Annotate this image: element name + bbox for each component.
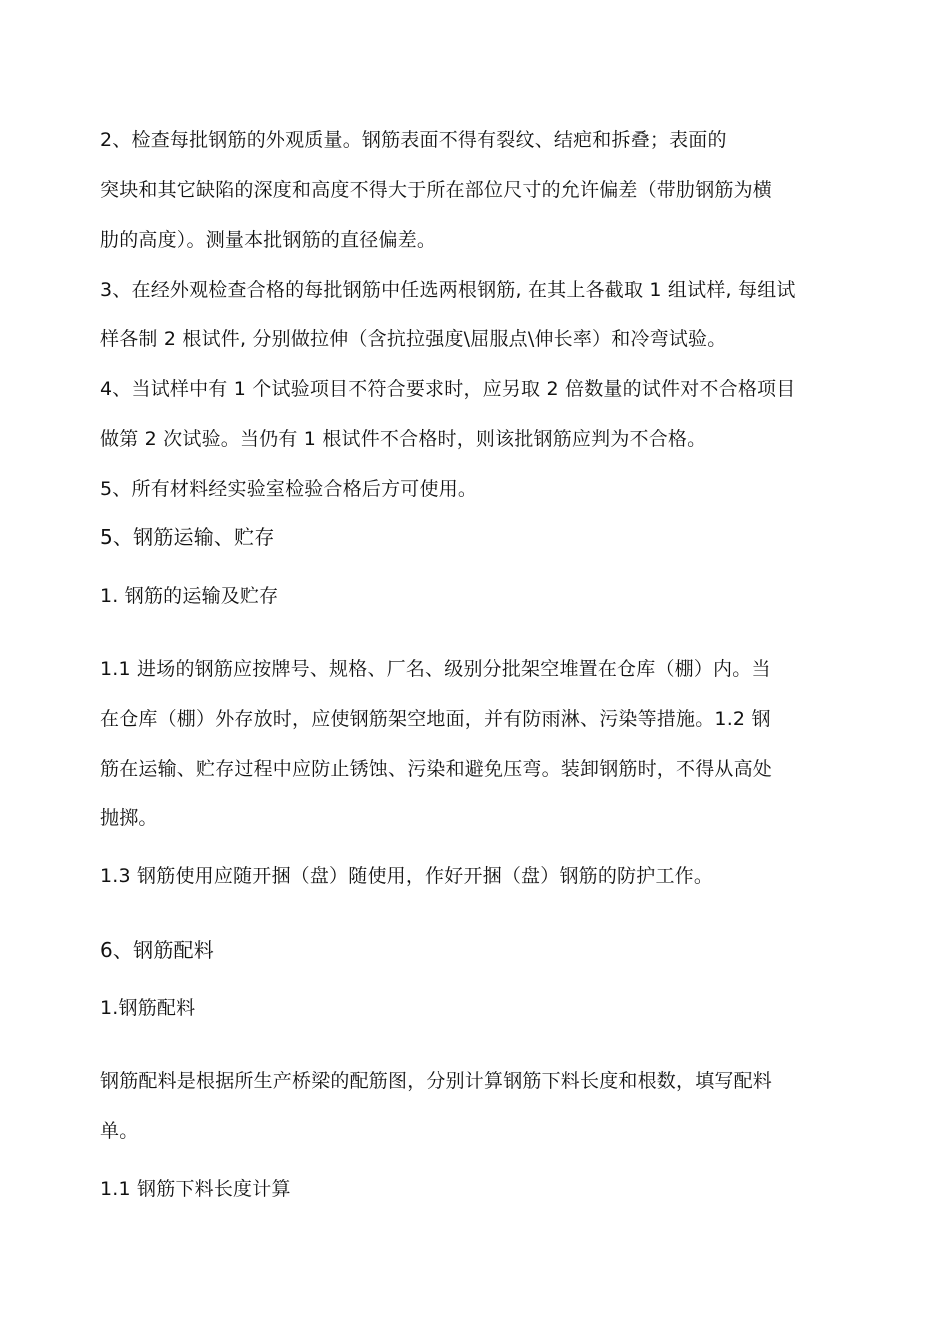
paragraph-line: 5、所有材料经实验室检验合格后方可使用。: [100, 478, 478, 500]
paragraph-line: 筋在运输、贮存过程中应防止锈蚀、污染和避免压弯。装卸钢筋时，不得从高处: [100, 758, 773, 780]
paragraph-line: 样各制 2 根试件, 分别做拉伸（含抗拉强度\屈服点\伸长率）和冷弯试验。: [100, 328, 727, 350]
subsection-heading: 1. 钢筋的运输及贮存: [100, 585, 279, 607]
paragraph-line: 肋的高度）。测量本批钢筋的直径偏差。: [100, 229, 437, 251]
section-heading: 6、钢筋配料: [100, 938, 214, 962]
paragraph-line: 钢筋配料是根据所生产桥梁的配筋图，分别计算钢筋下料长度和根数，填写配料: [100, 1070, 773, 1092]
subsection-heading: 1.1 钢筋下料长度计算: [100, 1178, 291, 1200]
section-heading: 5、钢筋运输、贮存: [100, 525, 275, 549]
paragraph-line: 突块和其它缺陷的深度和高度不得大于所在部位尺寸的允许偏差（带肋钢筋为横: [100, 179, 773, 201]
subsection-heading: 1.钢筋配料: [100, 997, 196, 1019]
paragraph-line: 在仓库（棚）外存放时，应使钢筋架空地面，并有防雨淋、污染等措施。1.2 钢: [100, 708, 771, 730]
paragraph-line: 2、检查每批钢筋的外观质量。钢筋表面不得有裂纹、结疤和拆叠；表面的: [100, 129, 727, 151]
paragraph-line: 做第 2 次试验。当仍有 1 根试件不合格时，则该批钢筋应判为不合格。: [100, 428, 707, 450]
paragraph-line: 单。: [100, 1120, 139, 1142]
paragraph-line: 1.3 钢筋使用应随开捆（盘）随使用，作好开捆（盘）钢筋的防护工作。: [100, 865, 714, 887]
paragraph-line: 抛掷。: [100, 807, 158, 829]
paragraph-line: 1.1 进场的钢筋应按牌号、规格、厂名、级别分批架空堆置在仓库（棚）内。当: [100, 658, 771, 680]
paragraph-line: 4、当试样中有 1 个试验项目不符合要求时，应另取 2 倍数量的试件对不合格项目: [100, 378, 796, 400]
paragraph-line: 3、在经外观检查合格的每批钢筋中任选两根钢筋, 在其上各截取 1 组试样, 每组试: [100, 279, 796, 301]
